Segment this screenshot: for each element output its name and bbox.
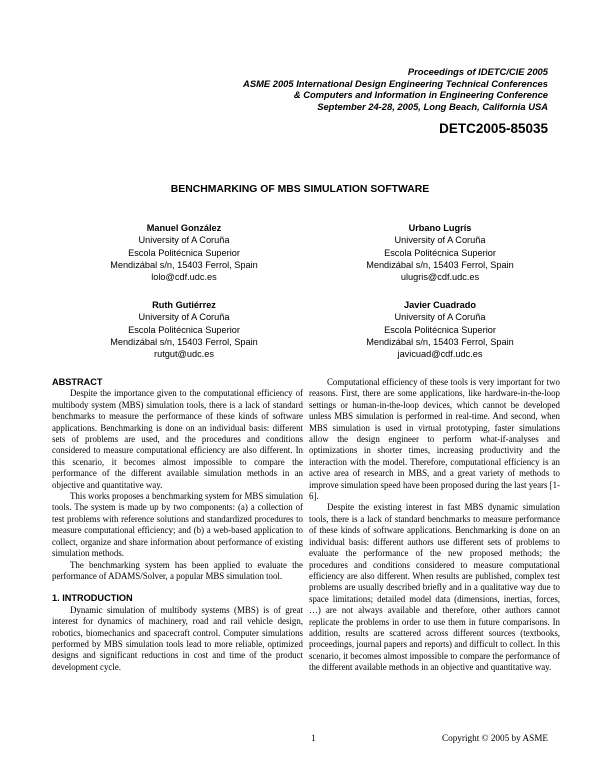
author-university: University of A Coruña [138, 312, 230, 323]
author-email: rutgut@udc.es [154, 349, 214, 360]
conference-subtitle: & Computers and Information in Engineering Conference [293, 89, 548, 101]
author-school: Escola Politécnica Superior [128, 247, 240, 258]
abstract-paragraph: Despite the importance given to the computational efficiency of multibody system (MBS) simulation tools, there is a lack of standard benchmarks to measure the performance of these kinds of software applications. Benchmarking is done on an individual basis: different sets of problems are used, and the procedures and conditions considered to measure computational efficiency are also different. In this scenario, it becomes almost impossible to compare the performance of the different available simulation methods in an objective and quantitative way. [52, 388, 303, 490]
author-university: University of A Coruña [138, 235, 230, 246]
body-paragraph: Computational efficiency of these tools is very important for two reasons. First, there are some applications, like hardware-in-the-loop settings or human-in-the-loop devices, which cannot be developed unless MBS simulation is performed in real-time. And second, when MBS simulation is used in virtual prototyping, faster simulations allow the design engineer to perform what-if-analyses and optimizations in shorter times, increasing productivity and the interaction with the model. Therefore, computational efficiency is an active area of research in MBS, and a great variety of methods to improve simulation speed have been proposed during the last years [1-6]. [309, 377, 560, 502]
author-email: javicuad@cdf.udc.es [397, 349, 483, 360]
introduction-paragraph: Dynamic simulation of multibody systems (MBS) is of great interest for dynamics of machinery, road and rail vehicle design, robotics, biomechanics and spacecraft control. Computer simulations performed by MBS simulation tools lead to more reliable, optimized designs and significant reductions in cost and time of the product development cycle. [52, 604, 303, 672]
author-school: Escola Politécnica Superior [384, 247, 496, 258]
author-address: Mendizábal s/n, 15403 Ferrol, Spain [110, 259, 258, 270]
proceedings-header [243, 66, 548, 112]
author-school: Escola Politécnica Superior [384, 324, 496, 335]
left-column [52, 377, 303, 673]
introduction-heading: 1. INTRODUCTION [52, 593, 133, 604]
body-paragraph: Despite the existing interest in fast MBS dynamic simulation tools, there is a lack of standard benchmarks to measure performance of these kinds of software applications. Benchmarking is done on an individual basis: different authors use different sets of problems to evaluate the performance of the new proposed methods; the procedures and conditions considered to measure computational efficiency are also different. When results are published, complex test problems are usually described briefly and in a qualitative way due to space limitations; detailed model data (dimensions, inertias, forces, …) are not always available and therefore, other authors cannot replicate the problems in order to use them in future comparisons. In addition, results are scattered across different sources (textbooks, proceedings, journal papers and reports) and difficult to collect. In this scenario, it becomes almost impossible to compare the performance of the different available methods in an objective and quantitative way. [309, 502, 560, 673]
author-name: Urbano Lugrís [408, 223, 472, 233]
author-email: ulugris@cdf.udc.es [400, 272, 480, 283]
abstract-paragraph: The benchmarking system has been applied to evaluate the performance of ADAMS/Solver, a popular MBS simulation tool. [52, 559, 303, 581]
page-number: 1 [311, 733, 316, 743]
author-university: University of A Coruña [394, 312, 486, 323]
paper-id: DETC2005-85035 [439, 121, 548, 136]
author-name: Javier Cuadrado [404, 300, 476, 310]
author-university: University of A Coruña [394, 235, 486, 246]
abstract-heading: ABSTRACT [52, 377, 103, 387]
author-address: Mendizábal s/n, 15403 Ferrol, Spain [366, 336, 514, 347]
conference-name: ASME 2005 International Design Engineering Technical Conferences [243, 77, 548, 89]
author-school: Escola Politécnica Superior [128, 324, 240, 335]
author-block-3 [54, 299, 314, 360]
proceedings-title: Proceedings of IDETC/CIE 2005 [407, 66, 548, 77]
conference-dates-location: September 24-28, 2005, Long Beach, California USA [317, 100, 548, 112]
right-column [309, 377, 560, 674]
author-name: Ruth Gutiérrez [152, 300, 216, 310]
paper-title: BENCHMARKING OF MBS SIMULATION SOFTWARE [170, 184, 430, 195]
author-address: Mendizábal s/n, 15403 Ferrol, Spain [110, 336, 258, 347]
author-block-4 [310, 299, 570, 360]
author-address: Mendizábal s/n, 15403 Ferrol, Spain [366, 259, 514, 270]
author-name: Manuel González [146, 223, 222, 233]
author-block-2 [310, 222, 570, 283]
abstract-paragraph: This works proposes a benchmarking system for MBS simulation tools. The system is made up by two components: (a) a collection of test problems with reference solutions and standardized procedures to measure computational efficiency; and (b) a web-based application to collect, organize and share information about performance of existing simulation methods. [52, 491, 303, 559]
copyright-notice: Copyright © 2005 by ASME [441, 733, 548, 743]
author-email: lolo@cdf.udc.es [151, 272, 217, 283]
author-block-1 [54, 222, 314, 283]
